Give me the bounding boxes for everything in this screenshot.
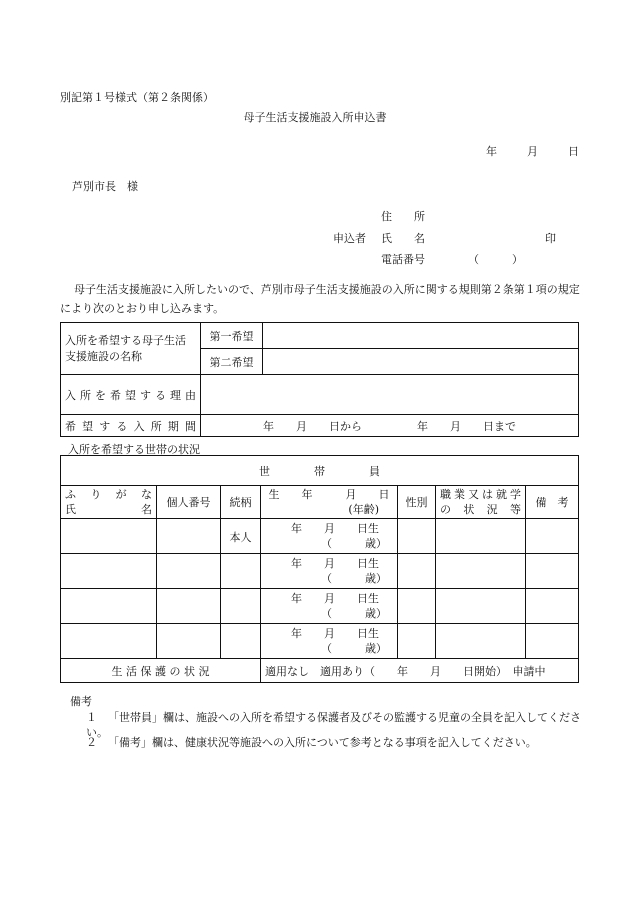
cell-job[interactable] bbox=[436, 554, 526, 589]
cell-relation[interactable] bbox=[221, 554, 261, 589]
phone-label: 電話番号 bbox=[381, 253, 425, 266]
cell-birth[interactable]: 年 月 日生 （ 歳） bbox=[261, 624, 398, 659]
address-label: 住 所 bbox=[381, 210, 425, 223]
cell-remarks[interactable] bbox=[526, 554, 579, 589]
note-item: １ 「世帯員」欄は、施設への入所を希望する保護者及びその監護する児童の全員を記入してください。 bbox=[86, 711, 581, 739]
table-row bbox=[61, 589, 579, 624]
date-year: 年 bbox=[486, 145, 497, 158]
date-month: 月 bbox=[527, 145, 538, 158]
cell-sex[interactable] bbox=[398, 589, 436, 624]
cell-sex[interactable] bbox=[398, 519, 436, 554]
cell-remarks[interactable] bbox=[526, 519, 579, 554]
first-choice-label: 第一希望 bbox=[201, 323, 263, 349]
cell-birth[interactable]: 年 月 日生 （ 歳） bbox=[261, 554, 398, 589]
date-line bbox=[486, 143, 579, 159]
cell-personal-no[interactable] bbox=[157, 589, 221, 624]
cell-sex[interactable] bbox=[398, 624, 436, 659]
welfare-status[interactable]: 適用なし 適用あり（ 年 月 日開始） 申請中 bbox=[261, 659, 579, 683]
cell-name[interactable] bbox=[61, 589, 157, 624]
form-id: 別記第１号様式（第２条関係） bbox=[60, 91, 214, 104]
reason-field[interactable] bbox=[201, 375, 579, 415]
first-choice-field[interactable] bbox=[263, 323, 579, 349]
table-row bbox=[61, 554, 579, 589]
phone-paren: （ ） bbox=[468, 253, 523, 266]
table-row bbox=[61, 624, 579, 659]
note-item: ２ 「備考」欄は、健康状況等施設への入所について参考となる事項を記入してください。 bbox=[86, 736, 537, 749]
cell-sex[interactable] bbox=[398, 554, 436, 589]
period-label: 希望する入所期間 bbox=[61, 415, 201, 437]
members-header: 世 帯 員 bbox=[61, 456, 579, 486]
recipient: 芦別市長 様 bbox=[72, 180, 138, 193]
cell-personal-no[interactable] bbox=[157, 554, 221, 589]
household-section-title: 入所を希望する世帯の状況 bbox=[68, 443, 200, 456]
cell-job[interactable] bbox=[436, 624, 526, 659]
cell-relation[interactable] bbox=[221, 624, 261, 659]
col-relation: 続柄 bbox=[221, 486, 261, 519]
name-label: 氏 名 bbox=[381, 232, 425, 245]
col-furigana: ふ り が な 氏 名 bbox=[61, 486, 157, 519]
col-birth: 生 年 月 日 (年齢) bbox=[261, 486, 398, 519]
reason-label: 入所を希望する理由 bbox=[61, 375, 201, 415]
table-row bbox=[61, 519, 579, 554]
col-remarks: 備 考 bbox=[526, 486, 579, 519]
cell-birth[interactable]: 年 月 日生 （ 歳） bbox=[261, 519, 398, 554]
cell-job[interactable] bbox=[436, 589, 526, 624]
seal-mark: 印 bbox=[545, 232, 556, 245]
cell-personal-no[interactable] bbox=[157, 624, 221, 659]
date-day: 日 bbox=[568, 145, 579, 158]
col-sex: 性別 bbox=[398, 486, 436, 519]
cell-birth[interactable]: 年 月 日生 （ 歳） bbox=[261, 589, 398, 624]
intro-text: 母子生活支援施設に入所したいので、芦別市母子生活支援施設の入所に関する規則第２条第１項の規定により次のとおり申し込みます。 bbox=[60, 283, 580, 315]
second-choice-field[interactable] bbox=[263, 349, 579, 375]
cell-job[interactable] bbox=[436, 519, 526, 554]
col-personal-no: 個人番号 bbox=[157, 486, 221, 519]
page-title: 母子生活支援施設入所申込書 bbox=[243, 111, 387, 124]
cell-relation[interactable] bbox=[221, 589, 261, 624]
cell-name[interactable] bbox=[61, 519, 157, 554]
household-table bbox=[60, 455, 579, 683]
cell-remarks[interactable] bbox=[526, 589, 579, 624]
cell-remarks[interactable] bbox=[526, 624, 579, 659]
facility-table bbox=[60, 322, 579, 437]
cell-name[interactable] bbox=[61, 624, 157, 659]
cell-name[interactable] bbox=[61, 554, 157, 589]
facility-name-label: 入所を希望する母子生活支援施設の名称 bbox=[61, 323, 201, 375]
period-field[interactable]: 年 月 日から 年 月 日まで bbox=[201, 415, 579, 437]
cell-personal-no[interactable] bbox=[157, 519, 221, 554]
welfare-label: 生 活 保 護 の 状 況 bbox=[61, 659, 261, 683]
notes-title: 備考 bbox=[70, 695, 92, 708]
applicant-label: 申込者 bbox=[333, 232, 366, 245]
second-choice-label: 第二希望 bbox=[201, 349, 263, 375]
cell-relation: 本人 bbox=[221, 519, 261, 554]
col-job: 職業又は就学 の 状 況 等 bbox=[436, 486, 526, 519]
